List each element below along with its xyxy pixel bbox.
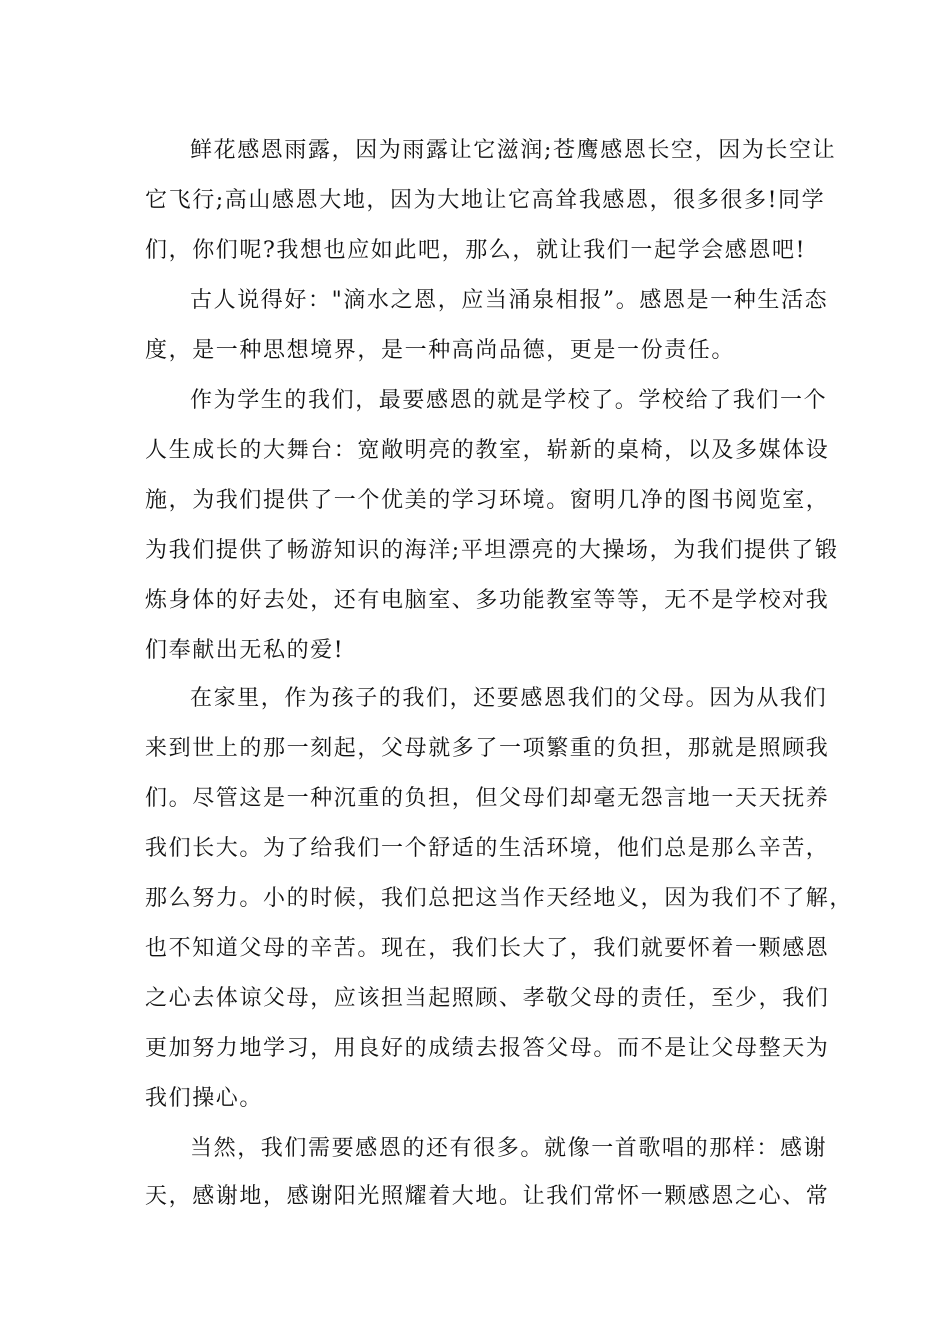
text-line: 那么努力。小的时候，我们总把这当作天经地义，因为我们不了解，	[145, 886, 854, 911]
text-line: 们奉献出无私的爱!	[145, 638, 345, 663]
text-line: 之心去体谅父母，应该担当起照顾、孝敬父母的责任，至少，我们	[145, 986, 830, 1011]
text-line: 天，感谢地，感谢阳光照耀着大地。让我们常怀一颗感恩之心、常	[145, 1184, 830, 1209]
text-line: 们，你们呢?我想也应如此吧，那么，就让我们一起学会感恩吧!	[145, 238, 807, 263]
text-line: 们。尽管这是一种沉重的负担，但父母们却毫无怨言地一天天抚养	[145, 786, 830, 811]
text-line: 当然，我们需要感恩的还有很多。就像一首歌唱的那样：感谢	[190, 1136, 828, 1161]
text-line: 为我们提供了畅游知识的海洋;平坦漂亮的大操场，为我们提供了锻	[145, 538, 839, 563]
text-line: 度，是一种思想境界，是一种高尚品德，更是一份责任。	[145, 338, 736, 363]
text-line: 也不知道父母的辛苦。现在，我们长大了，我们就要怀着一颗感恩	[145, 936, 830, 961]
text-line: 它飞行;高山感恩大地，因为大地让它高耸我感恩，很多很多!同学	[145, 188, 826, 213]
text-line: 鲜花感恩雨露，因为雨露让它滋润;苍鹰感恩长空，因为长空让	[190, 138, 837, 163]
text-line: 我们操心。	[145, 1086, 264, 1111]
text-line: 炼身体的好去处，还有电脑室、多功能教室等等，无不是学校对我	[145, 588, 830, 613]
text-line: 更加努力地学习，用良好的成绩去报答父母。而不是让父母整天为	[145, 1036, 830, 1061]
text-line: 在家里，作为孩子的我们，还要感恩我们的父母。因为从我们	[190, 686, 828, 711]
text-line: 我们长大。为了给我们一个舒适的生活环境，他们总是那么辛苦，	[145, 836, 830, 861]
text-line: 古人说得好："滴水之恩，应当涌泉相报”。感恩是一种生活态	[190, 288, 829, 313]
text-line: 施，为我们提供了一个优美的学习环境。窗明几净的图书阅览室，	[145, 488, 830, 513]
text-line: 来到世上的那一刻起，父母就多了一项繁重的负担，那就是照顾我	[145, 736, 830, 761]
text-line: 作为学生的我们，最要感恩的就是学校了。学校给了我们一个	[190, 388, 828, 413]
text-line: 人生成长的大舞台：宽敞明亮的教室，崭新的桌椅，以及多媒体设	[145, 438, 830, 463]
